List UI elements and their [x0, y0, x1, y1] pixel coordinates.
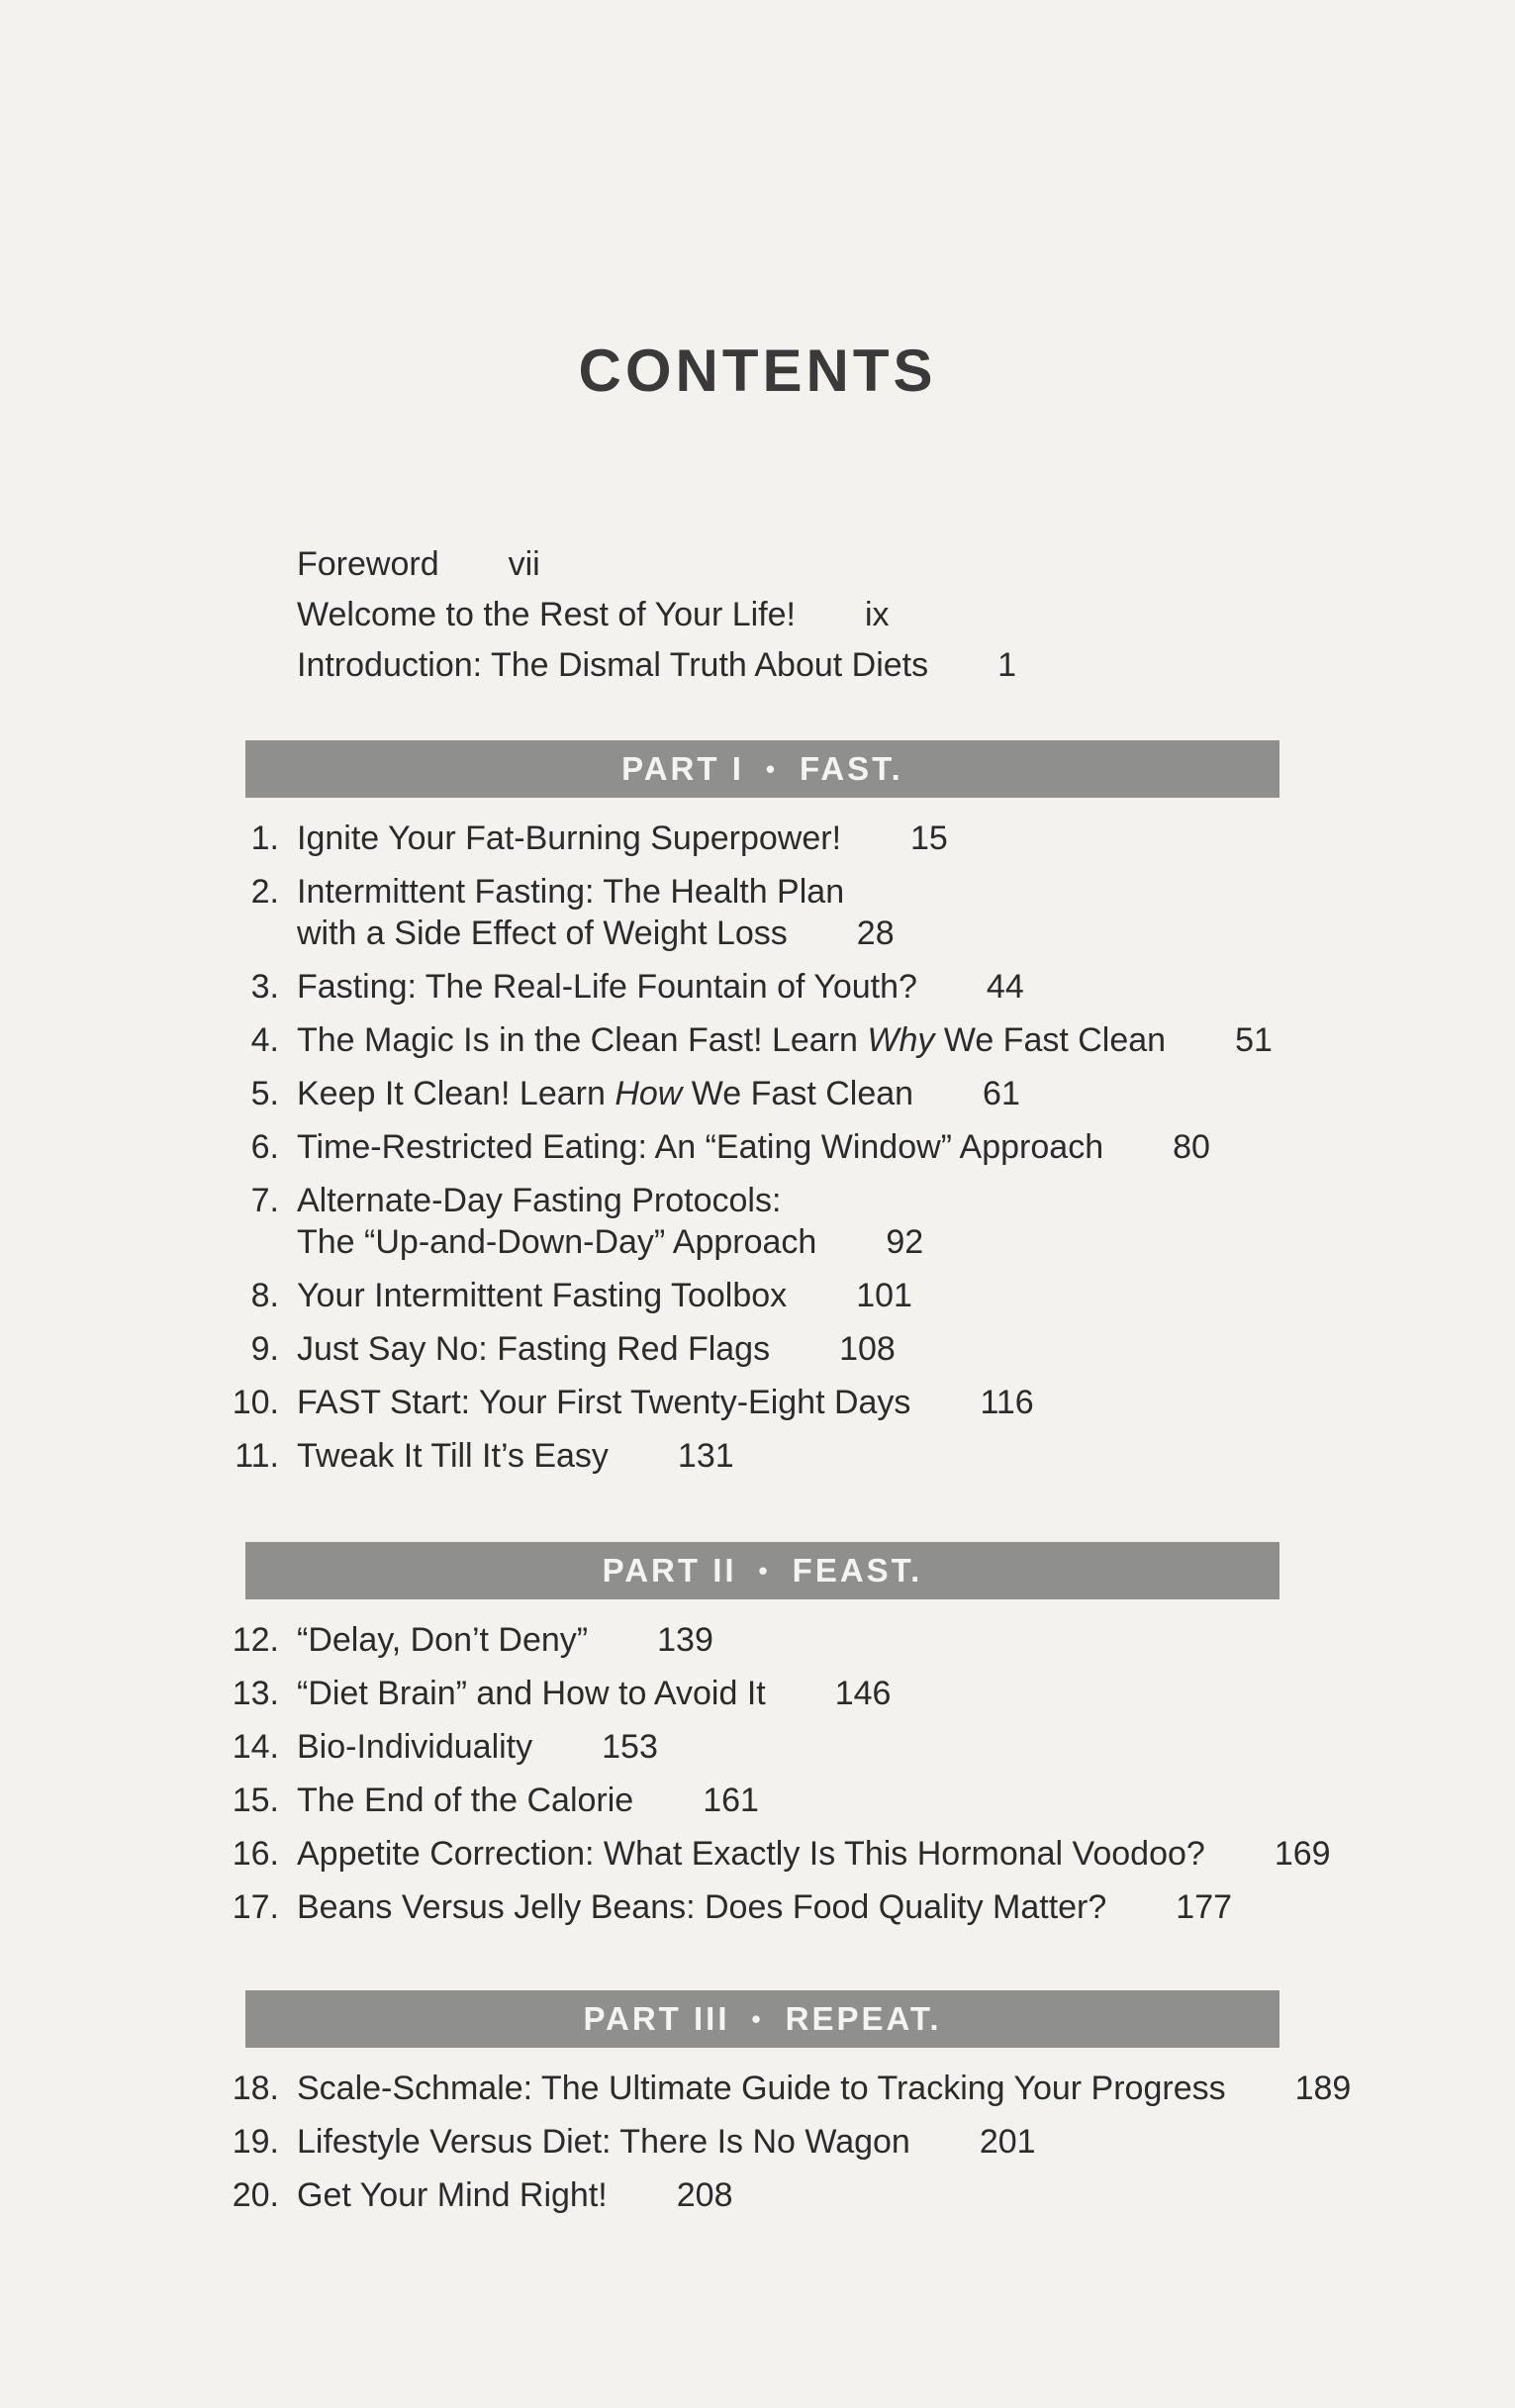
chapter-title-line: [297, 1382, 1366, 1423]
bullet-icon: •: [765, 753, 778, 784]
chapter-page: 28: [856, 915, 895, 952]
chapter-entry: [228, 1619, 1366, 1661]
chapter-number: 16.: [232, 1835, 279, 1873]
chapter-page: 139: [657, 1621, 713, 1659]
chapter-page: 15: [910, 819, 948, 857]
chapter-page: 92: [886, 1223, 924, 1261]
chapter-title-emphasis: How: [615, 1075, 683, 1112]
chapter-title-line: [297, 1073, 1366, 1114]
chapter-title-text: Time-Restricted Eating: An “Eating Window” Approach: [297, 1128, 1104, 1166]
chapter-title-text: Bio-Individuality: [297, 1728, 533, 1766]
chapter-page: 116: [980, 1384, 1034, 1421]
chapter-title-text: with a Side Effect of Weight Loss: [297, 915, 788, 952]
chapter-title-line: [297, 1019, 1366, 1061]
chapter-number: 6.: [250, 1128, 279, 1166]
chapter-entry: [228, 1435, 1366, 1477]
chapter-page: 169: [1274, 1835, 1331, 1873]
chapter-title-text: Intermittent Fasting: The Health Plan: [297, 873, 845, 911]
front-matter-item: [297, 640, 1385, 691]
chapter-title-line: [297, 1673, 1366, 1714]
chapter-title-text: The Magic Is in the Clean Fast! Learn: [297, 1021, 868, 1059]
chapter-title-text: The “Up-and-Down-Day” Approach: [297, 1223, 817, 1261]
chapter-title-text: The End of the Calorie: [297, 1782, 634, 1819]
bullet-icon: •: [758, 1555, 771, 1586]
front-matter-item: [297, 539, 1385, 590]
front-matter-list: [297, 539, 1385, 691]
chapter-title-line: [297, 871, 1366, 913]
chapter-title-line: [297, 1886, 1366, 1928]
chapter-entry: [228, 1886, 1366, 1928]
front-matter-label: Foreword: [297, 545, 439, 583]
chapter-page: 201: [979, 2123, 1036, 2161]
chapter-title-text: We Fast Clean: [934, 1021, 1167, 1059]
chapter-page: 80: [1173, 1128, 1210, 1166]
chapter-title-text: Your Intermittent Fasting Toolbox: [297, 1277, 788, 1314]
chapter-number: 7.: [250, 1182, 279, 1219]
front-matter-label: Welcome to the Rest of Your Life!: [297, 596, 796, 633]
chapter-title-line: [297, 1726, 1366, 1768]
chapter-title-line: [297, 1780, 1366, 1821]
front-matter-page: vii: [508, 545, 540, 583]
chapter-entry: [228, 966, 1366, 1008]
chapter-title-text: Lifestyle Versus Diet: There Is No Wagon: [297, 2123, 910, 2161]
chapter-title-text: Appetite Correction: What Exactly Is This Hormonal Voodoo?: [297, 1835, 1205, 1873]
front-matter-label: Introduction: The Dismal Truth About Diets: [297, 646, 929, 684]
part-name: REPEAT.: [785, 2000, 942, 2037]
chapter-title-text: Ignite Your Fat-Burning Superpower!: [297, 819, 842, 857]
chapter-number: 12.: [232, 1621, 279, 1659]
chapter-title-line: [297, 1328, 1366, 1370]
chapter-number: 13.: [232, 1675, 279, 1712]
chapter-title-text: Scale-Schmale: The Ultimate Guide to Tracking Your Progress: [297, 2070, 1226, 2107]
chapter-entry: [228, 2174, 1366, 2216]
chapter-page: 161: [703, 1782, 759, 1819]
front-matter-page: ix: [865, 596, 890, 633]
chapter-page: 177: [1176, 1888, 1233, 1926]
chapter-entry: [228, 2121, 1366, 2163]
chapter-title-line: [297, 1275, 1366, 1316]
front-matter-item: [297, 590, 1385, 640]
chapter-title-text: Get Your Mind Right!: [297, 2176, 608, 2214]
chapter-entry: [228, 1180, 1366, 1263]
part-heading: [245, 1542, 1279, 1599]
chapter-title-line: [297, 1435, 1366, 1477]
chapter-title-text: Alternate-Day Fasting Protocols:: [297, 1182, 782, 1219]
part-heading: [245, 740, 1279, 798]
part-label: PART I: [621, 750, 744, 787]
chapter-page: 44: [986, 968, 1024, 1006]
chapter-entry: [228, 1382, 1366, 1423]
chapter-number: 3.: [250, 968, 279, 1006]
chapter-title-text: FAST Start: Your First Twenty-Eight Days: [297, 1384, 911, 1421]
part-label: PART III: [583, 2000, 730, 2037]
chapter-title-text: We Fast Clean: [682, 1075, 914, 1112]
chapter-title-text: Beans Versus Jelly Beans: Does Food Quality Matter?: [297, 1888, 1107, 1926]
chapter-number: 17.: [232, 1888, 279, 1926]
chapter-page: 189: [1294, 2070, 1352, 2107]
chapter-entry: [228, 1328, 1366, 1370]
part-name: FEAST.: [792, 1552, 923, 1589]
chapter-title-line: [297, 1619, 1366, 1661]
chapter-title-line: [297, 818, 1366, 859]
chapter-entry: [228, 1726, 1366, 1768]
chapter-number: 15.: [232, 1782, 279, 1819]
chapter-title-line: [297, 1126, 1366, 1168]
chapter-title-line: [297, 2121, 1366, 2163]
chapter-page: 146: [834, 1675, 892, 1712]
chapter-title-line: [297, 913, 1366, 954]
chapter-title-text: “Diet Brain” and How to Avoid It: [297, 1675, 766, 1712]
chapter-title-text: Just Say No: Fasting Red Flags: [297, 1330, 771, 1368]
part-label: PART II: [602, 1552, 737, 1589]
chapter-page: 131: [677, 1437, 734, 1475]
part-name: FAST.: [799, 750, 903, 787]
chapter-number: 10.: [232, 1384, 279, 1421]
chapter-page: 51: [1235, 1021, 1273, 1059]
chapter-entry: [228, 1673, 1366, 1714]
chapter-title-text: “Delay, Don’t Deny”: [297, 1621, 589, 1659]
chapter-entry: [228, 871, 1366, 954]
chapter-entry: [228, 1780, 1366, 1821]
chapter-page: 153: [602, 1728, 658, 1766]
chapter-number: 14.: [232, 1728, 279, 1766]
chapter-page: 61: [983, 1075, 1020, 1112]
chapter-title-line: [297, 1180, 1366, 1221]
front-matter-page: 1: [997, 646, 1017, 684]
chapter-title-text: Fasting: The Real-Life Fountain of Youth?: [297, 968, 917, 1006]
chapter-entry: [228, 818, 1366, 859]
chapter-entry: [228, 1073, 1366, 1114]
chapter-title-line: [297, 2174, 1366, 2216]
chapter-title-emphasis: Why: [867, 1021, 935, 1059]
chapter-number: 4.: [250, 1021, 279, 1059]
chapter-page: 108: [839, 1330, 896, 1368]
part-heading: [245, 1990, 1279, 2048]
chapter-title-line: [297, 1833, 1366, 1875]
chapter-title-line: [297, 2068, 1366, 2109]
chapter-entry: [228, 1275, 1366, 1316]
chapter-number: 20.: [232, 2176, 279, 2214]
chapter-number: 8.: [250, 1277, 279, 1314]
chapter-title-text: Keep It Clean! Learn: [297, 1075, 615, 1112]
chapter-number: 18.: [232, 2070, 279, 2107]
chapter-title-line: [297, 966, 1366, 1008]
chapter-number: 1.: [250, 819, 279, 857]
bullet-icon: •: [751, 2003, 764, 2034]
chapter-list: [228, 818, 1366, 1489]
chapter-entry: [228, 2068, 1366, 2109]
chapter-list: [228, 1619, 1366, 1940]
chapter-entry: [228, 1833, 1366, 1875]
chapter-list: [228, 2068, 1366, 2228]
chapter-page: 101: [856, 1277, 912, 1314]
chapter-number: 9.: [250, 1330, 279, 1368]
chapter-entry: [228, 1019, 1366, 1061]
chapter-number: 11.: [235, 1437, 279, 1475]
chapter-number: 2.: [250, 873, 279, 911]
chapter-number: 5.: [250, 1075, 279, 1112]
chapter-page: 208: [676, 2176, 733, 2214]
chapter-title-line: [297, 1221, 1366, 1263]
page-title: CONTENTS: [578, 337, 937, 404]
chapter-title-text: Tweak It Till It’s Easy: [297, 1437, 609, 1475]
chapter-number: 19.: [232, 2123, 279, 2161]
chapter-entry: [228, 1126, 1366, 1168]
